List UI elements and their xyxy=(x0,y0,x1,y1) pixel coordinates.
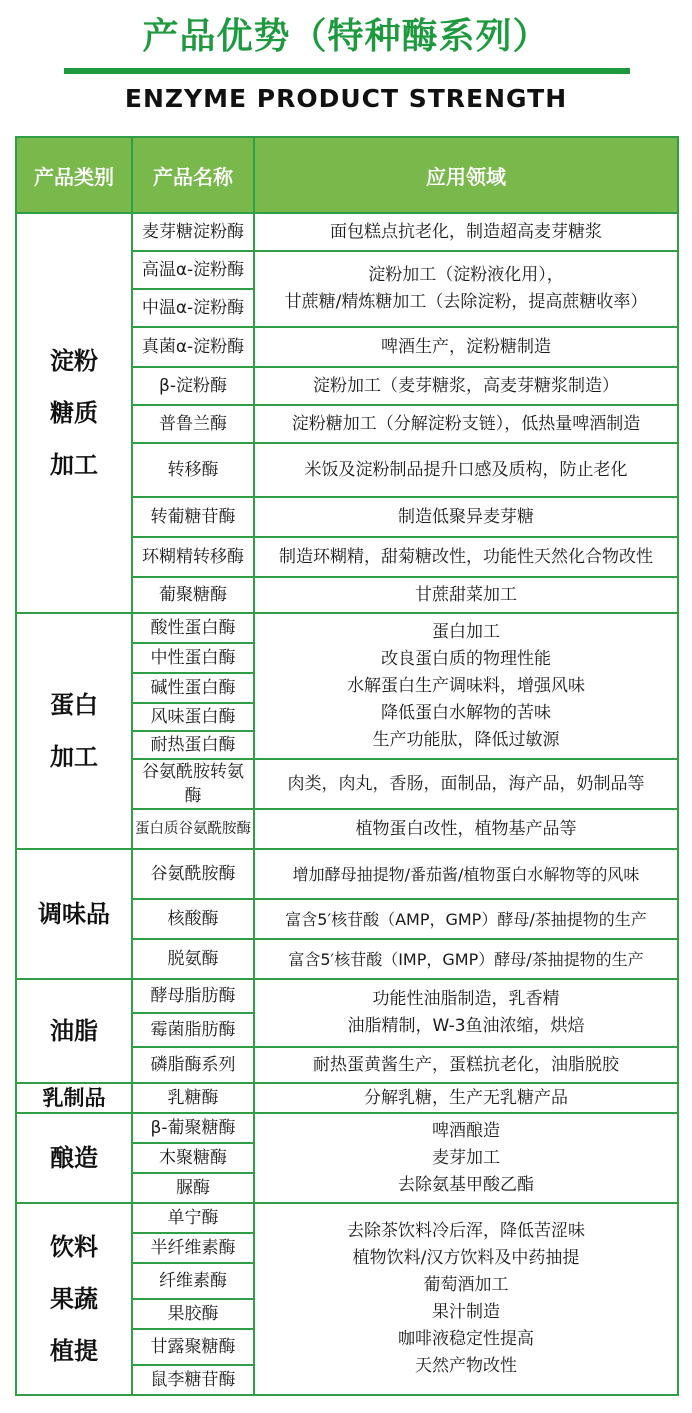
category-cell xyxy=(16,979,132,1083)
category-label: 果蔬 xyxy=(50,1285,98,1313)
product-name: 中温α-淀粉酶 xyxy=(132,289,254,327)
application-text: 富含5′核苷酸（AMP，GMP）酵母/茶抽提物的生产 xyxy=(285,909,647,929)
application-text: 去除氨基甲酸乙酯 xyxy=(398,1174,534,1195)
application-text: 葡萄酒加工 xyxy=(423,1275,509,1295)
product-name: 蛋白质谷氨酰胺酶 xyxy=(132,809,254,849)
product-name: 葡聚糖酶 xyxy=(132,577,254,613)
column-header-application: 应用领域 xyxy=(254,137,678,213)
application-text: 甘蔗甜菜加工 xyxy=(415,584,517,605)
category-label: 加工 xyxy=(50,743,98,771)
application-text: 面包糕点抗老化，制造超高麦芽糖浆 xyxy=(330,221,602,242)
product-name: 麦芽糖淀粉酶 xyxy=(132,213,254,251)
application-text: 植物饮料/汉方饮料及中药抽提 xyxy=(352,1248,580,1268)
application-text: 肉类，肉丸，香肠，面制品，海产品，奶制品等 xyxy=(287,773,645,794)
application-text: 米饭及淀粉制品提升口感及质构，防止老化 xyxy=(304,459,628,480)
product-name: 酸性蛋白酶 xyxy=(132,613,254,643)
table-row xyxy=(16,1083,678,1113)
product-name: 环糊精转移酶 xyxy=(132,537,254,577)
category-cell xyxy=(16,849,132,979)
application-cell xyxy=(254,809,678,849)
product-name: 果胶酶 xyxy=(132,1299,254,1329)
table-row xyxy=(16,849,678,899)
product-name: 半纤维素酶 xyxy=(132,1233,254,1263)
category-cell xyxy=(16,1113,132,1203)
application-text: 啤酒酿造 xyxy=(432,1120,500,1141)
product-name: 耐热蛋白酶 xyxy=(132,731,254,759)
application-text: 制造环糊精，甜菊糖改性，功能性天然化合物改性 xyxy=(279,546,653,567)
product-name: 酵母脂肪酶 xyxy=(132,979,254,1013)
table-row xyxy=(16,1203,678,1233)
product-name: β-葡聚糖酶 xyxy=(132,1113,254,1143)
product-name: 高温α-淀粉酶 xyxy=(132,251,254,289)
application-cell xyxy=(254,497,678,537)
application-text: 富含5′核苷酸（IMP，GMP）酵母/茶抽提物的生产 xyxy=(288,949,644,969)
product-name: 甘露聚糖酶 xyxy=(132,1329,254,1365)
page-title: 产品优势（特种酶系列） xyxy=(142,16,550,57)
product-name: 转葡糖苷酶 xyxy=(132,497,254,537)
application-cell xyxy=(254,1203,678,1395)
application-cell xyxy=(254,1083,678,1113)
application-cell xyxy=(254,327,678,367)
application-cell xyxy=(254,443,678,497)
category-label: 蛋白 xyxy=(50,691,98,719)
application-text: 甘蔗糖/精炼糖加工（去除淀粉，提高蔗糖收率） xyxy=(284,292,648,312)
application-cell xyxy=(254,537,678,577)
category-cell xyxy=(16,613,132,849)
table-row xyxy=(16,613,678,643)
column-header-product: 产品名称 xyxy=(132,137,254,213)
category-label: 乳制品 xyxy=(42,1086,106,1110)
category-label: 调味品 xyxy=(38,900,110,928)
page-subtitle: ENZYME PRODUCT STRENGTH xyxy=(124,84,568,113)
application-text: 淀粉糖加工（分解淀粉支链），低热量啤酒制造 xyxy=(291,413,641,434)
product-name: 谷氨酰胺转氨酶 xyxy=(132,759,254,809)
product-name: 木聚糖酶 xyxy=(132,1143,254,1173)
product-name: 磷脂酶系列 xyxy=(132,1047,254,1083)
product-name: 碱性蛋白酶 xyxy=(132,673,254,703)
application-text: 水解蛋白生产调味料，增强风味 xyxy=(347,675,585,696)
application-text: 功能性油脂制造，乳香精 xyxy=(372,989,560,1009)
application-text: 啤酒生产，淀粉糖制造 xyxy=(381,336,551,357)
category-cell xyxy=(16,1083,132,1113)
product-name: 鼠李糖苷酶 xyxy=(132,1365,254,1395)
application-text: 咖啡液稳定性提高 xyxy=(398,1329,534,1349)
application-cell xyxy=(254,759,678,809)
table-row xyxy=(16,1113,678,1143)
product-name: 脱氨酶 xyxy=(132,939,254,979)
application-cell xyxy=(254,849,678,899)
application-text: 果汁制造 xyxy=(432,1302,500,1322)
application-cell xyxy=(254,939,678,979)
application-text: 增加酵母抽提物/番茄酱/植物蛋白水解物等的风味 xyxy=(292,864,640,884)
application-text: 去除茶饮料冷后浑，降低苦涩味 xyxy=(347,1221,585,1241)
application-text: 淀粉加工（麦芽糖浆，高麦芽糖浆制造） xyxy=(313,375,619,396)
product-name: 普鲁兰酶 xyxy=(132,405,254,443)
product-name: β-淀粉酶 xyxy=(132,367,254,405)
product-name: 霉菌脂肪酶 xyxy=(132,1013,254,1047)
table-row xyxy=(16,979,678,1013)
application-text: 生产功能肽，降低过敏源 xyxy=(372,729,560,750)
product-name: 中性蛋白酶 xyxy=(132,643,254,673)
product-name: 核酸酶 xyxy=(132,899,254,939)
category-label: 植提 xyxy=(50,1337,98,1365)
enzyme-product-table xyxy=(15,136,679,1396)
application-text: 分解乳糖，生产无乳糖产品 xyxy=(364,1087,568,1108)
application-text: 植物蛋白改性，植物基产品等 xyxy=(355,818,577,839)
application-cell xyxy=(254,613,678,759)
application-text: 制造低聚异麦芽糖 xyxy=(398,506,534,527)
application-cell xyxy=(254,979,678,1047)
application-cell xyxy=(254,251,678,327)
product-name: 风味蛋白酶 xyxy=(132,703,254,731)
application-text: 耐热蛋黄酱生产，蛋糕抗老化，油脂脱胶 xyxy=(313,1054,619,1075)
application-text: 天然产物改性 xyxy=(415,1356,517,1376)
application-text: 淀粉加工（淀粉液化用）， xyxy=(368,265,564,285)
application-text: 蛋白加工 xyxy=(432,621,500,642)
application-cell xyxy=(254,367,678,405)
category-cell xyxy=(16,213,132,613)
application-cell xyxy=(254,405,678,443)
application-cell xyxy=(254,899,678,939)
table-row xyxy=(16,213,678,251)
category-label: 饮料 xyxy=(50,1233,98,1261)
category-label: 油脂 xyxy=(50,1017,98,1045)
product-name: 转移酶 xyxy=(132,443,254,497)
product-name: 脲酶 xyxy=(132,1173,254,1203)
product-name: 谷氨酰胺酶 xyxy=(132,849,254,899)
title-divider xyxy=(64,68,630,74)
category-label: 加工 xyxy=(50,451,98,479)
application-cell xyxy=(254,1047,678,1083)
category-label: 淀粉 xyxy=(50,347,98,375)
application-text: 降低蛋白水解物的苦味 xyxy=(381,702,551,723)
category-label: 糖质 xyxy=(50,399,98,427)
product-name: 纤维素酶 xyxy=(132,1263,254,1299)
application-cell xyxy=(254,213,678,251)
table-header-row xyxy=(16,137,678,213)
application-cell xyxy=(254,1113,678,1203)
product-name: 真菌α-淀粉酶 xyxy=(132,327,254,367)
category-label: 酿造 xyxy=(50,1144,98,1172)
product-name: 乳糖酶 xyxy=(132,1083,254,1113)
application-cell xyxy=(254,577,678,613)
application-text: 油脂精制，W-3鱼油浓缩，烘焙 xyxy=(347,1016,585,1036)
column-header-category: 产品类别 xyxy=(16,137,132,213)
application-text: 改良蛋白质的物理性能 xyxy=(381,648,551,669)
category-cell xyxy=(16,1203,132,1395)
product-name: 单宁酶 xyxy=(132,1203,254,1233)
application-text: 麦芽加工 xyxy=(432,1147,500,1168)
